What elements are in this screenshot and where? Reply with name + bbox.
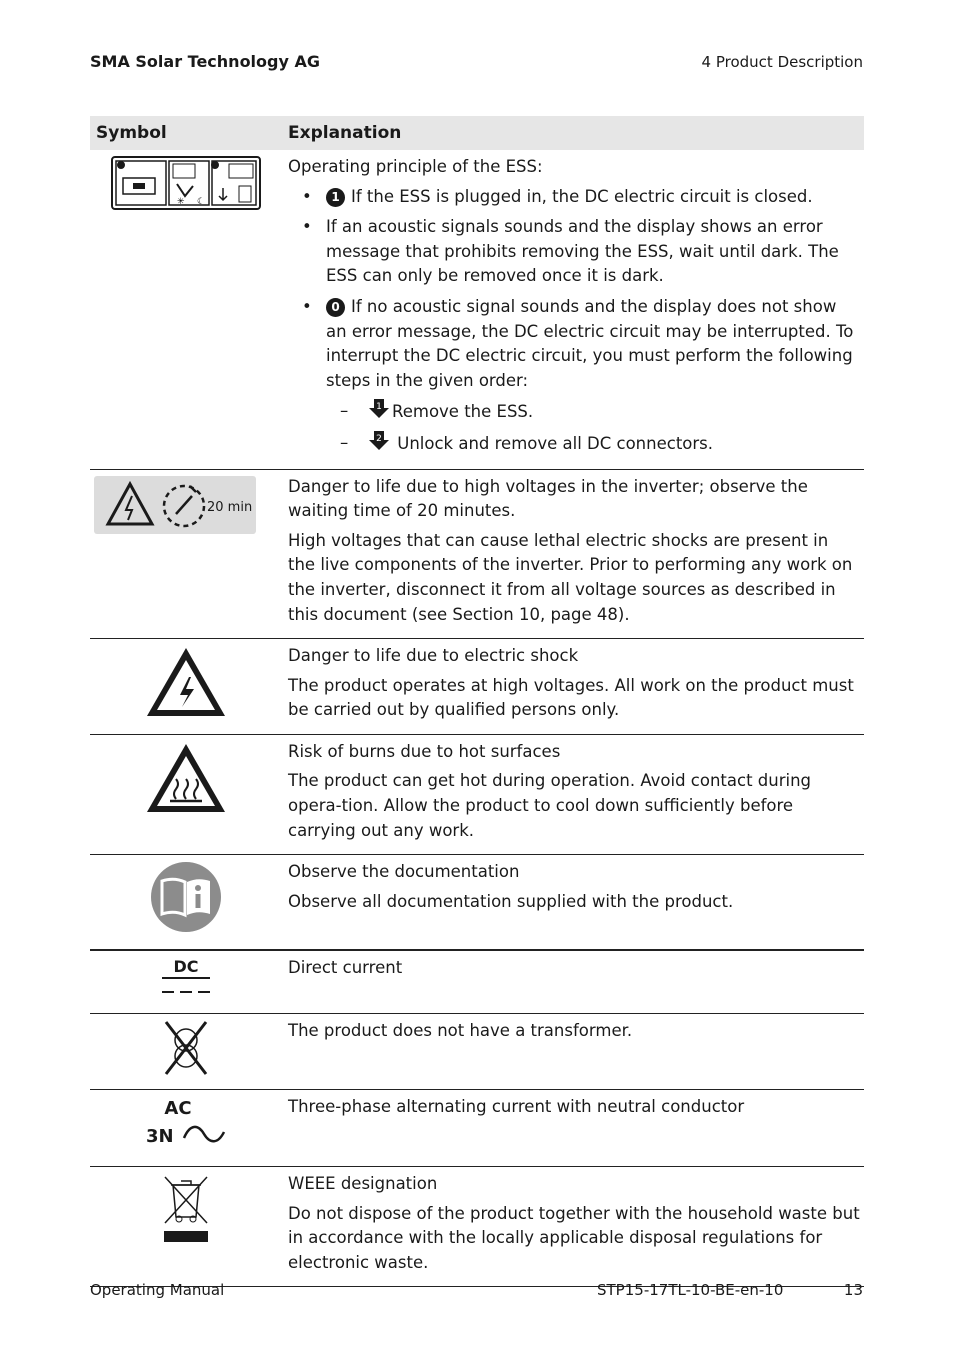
step-2-arrow-icon	[368, 431, 390, 451]
row-paragraph: Three-phase alternating current with neutral conductor	[288, 1097, 745, 1117]
list-item: • 0 If no acoustic signal sounds and the display does not show an error message, the DC electric circuit may be interrupted. To interrupt the DC electric circuit, you must perform the following steps in the given order:	[326, 295, 860, 393]
row-paragraph: The product operates at high voltages. All work on the product must be carried out by qualified persons only.	[288, 675, 854, 720]
table-row	[90, 1167, 864, 1287]
switch-off-icon: 0	[326, 298, 345, 317]
ess-operating-panel-icon	[111, 156, 261, 210]
list-item: – 2 Unlock and remove all DC connectors.	[368, 431, 860, 457]
footer-doc-title: Operating Manual	[90, 1281, 225, 1299]
table-row	[90, 734, 864, 854]
svg-text:2: – 2	[376, 433, 382, 444]
step-1-arrow-icon	[368, 399, 390, 419]
table-row	[90, 150, 864, 469]
row-paragraph: Observe all documentation supplied with the product.	[288, 891, 734, 911]
weee-bin-icon	[161, 1173, 211, 1243]
table-row	[90, 950, 864, 1013]
footer-doc-code: STP15-17TL-10-BE-en-10	[597, 1281, 784, 1299]
page-number: 13	[843, 1281, 863, 1299]
row-paragraph: Danger to life due to electric shock	[288, 646, 579, 666]
row-paragraph: Risk of burns due to hot surfaces	[288, 741, 561, 761]
row-paragraph: Direct current	[288, 958, 403, 978]
svg-text:DC: DC	[173, 957, 199, 977]
list-item: • 1 If the ESS is plugged in, the DC electric circuit is closed.	[326, 185, 860, 210]
table-row	[90, 469, 864, 639]
hot-surface-warning-icon	[144, 741, 228, 815]
row-paragraph: The product can get hot during operation. Avoid contact during opera-tion. Allow the product to cool down sufficiently before carrying out any work.	[288, 771, 812, 840]
svg-text:✳: ✳	[177, 197, 185, 207]
high-voltage-wait-20-min-icon	[94, 476, 256, 534]
electric-shock-warning-icon	[144, 645, 228, 719]
symbols-table	[90, 116, 864, 1287]
list-item: • If an acoustic signals sounds and the display shows an error message that prohibits removing the ESS, wait until dark. The ESS can only be removed once it is dark.	[326, 215, 860, 289]
row-paragraph: Danger to life due to high voltages in the inverter; observe the waiting time of 20 minutes.	[288, 476, 808, 521]
direct-current-icon	[158, 957, 214, 999]
table-row	[90, 1090, 864, 1167]
row-paragraph: High voltages that can cause lethal electric shocks are present in the live components of the inverter. Prior to performing any work on the inverter, disconnect it from all voltage sources as described in this document (see Section 10, page 48).	[288, 530, 853, 624]
table-header-row	[90, 116, 864, 150]
svg-text:3N: 3N	[146, 1126, 174, 1148]
svg-text:20 min: 20 min	[207, 499, 253, 515]
row-paragraph: Do not dispose of the product together with the household waste but in accordance with the locally applicable disposal regulations for electronic waste.	[288, 1203, 860, 1272]
column-header-symbol: Symbol	[90, 116, 282, 150]
row-title: Operating principle of the ESS:	[288, 157, 543, 176]
column-header-explanation: Explanation	[282, 116, 864, 150]
table-row	[90, 1013, 864, 1090]
row-paragraph: WEEE designation	[288, 1174, 438, 1194]
section-title: 4 Product Description	[701, 53, 863, 71]
list-item: – 1 Remove the ESS.	[368, 399, 860, 425]
no-transformer-icon	[162, 1020, 210, 1076]
three-phase-ac-icon	[144, 1096, 228, 1152]
row-paragraph: Observe the documentation	[288, 862, 520, 882]
observe-documentation-icon	[150, 861, 222, 933]
table-row	[90, 639, 864, 735]
svg-text:AC: AC	[164, 1098, 192, 1120]
svg-text:☾: ☾	[197, 197, 206, 207]
table-row	[90, 855, 864, 951]
svg-text:1: – 1	[376, 402, 382, 413]
company-name: SMA Solar Technology AG	[90, 52, 320, 71]
switch-on-icon: 1	[326, 188, 345, 207]
row-paragraph: The product does not have a transformer.	[288, 1020, 633, 1040]
